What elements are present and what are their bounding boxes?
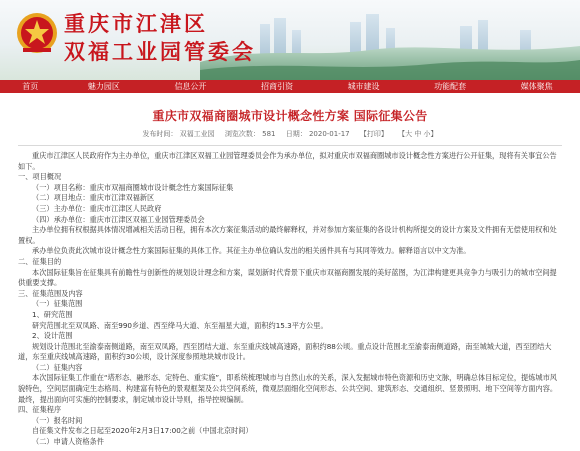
article-container (0, 93, 580, 451)
article-paragraph: （四）承办单位：重庆市江津区双福工业园管理委员会 (32, 214, 205, 224)
font-size-toggle[interactable]: 【大 中 小】 (398, 130, 438, 138)
article-paragraph: 1、研究范围 (32, 309, 73, 319)
nav-item-facilities[interactable]: 功能配套 (434, 82, 467, 91)
nav-item-city-construction[interactable]: 城市建设 (347, 82, 380, 91)
nav-item-investment[interactable]: 招商引资 (261, 82, 293, 91)
site-title-line2: 双福工业园管委会 (64, 40, 256, 64)
article-paragraph: 四、征集程序 (18, 405, 62, 415)
article-paragraph: 承办单位负责此次城市设计概念性方案国际征集的具体工作。其征主办单位确认发出的相关函件具有与其同等效力。解释语言以中文为准。 (32, 246, 471, 256)
article-paragraph: （一）项目名称：重庆市双福商圈城市设计概念性方案国际征集 (32, 182, 234, 192)
nav-item-home[interactable]: 首页 (22, 82, 39, 91)
article-paragraph: 2、设计范围 (32, 331, 73, 341)
title-divider (18, 145, 562, 146)
nav-item-media[interactable]: 媒体聚焦 (520, 82, 553, 91)
article-paragraph: （二）项目地点：重庆市江津双福新区 (32, 193, 155, 203)
article-paragraph: 重庆市江津区人民政府作为主办单位，重庆市江津区双福工业园管理委员会作为承办单位，拟对重庆市双福商圈城市设计概念性方案进行公开征集，现将有关事宜公告如下。 (18, 151, 557, 171)
article-paragraph: 三、征集范围及内容 (18, 288, 83, 298)
nav-item-charm-park[interactable]: 魅力园区 (87, 82, 120, 91)
article-paragraph: 主办单位拥有权根据具体情况增减相关活动日程，拥有本次方案征集活动的最终解释权，并对参加方案征集的各设计机构所提交的设计方案及文件拥有无偿使用权和处置权。 (18, 225, 557, 245)
article-paragraph: 规划设计范围北至渝泰南侧道路，南至双凤路，西至团结大道、东至重庆线城高速路，面积约88公顷。重点设计范围北至渝泰南侧道路，南至城城大道，西至团结大道，东至重庆线城高速路，面积约30公顷，设计深度参照地块城市设计。 (18, 341, 552, 362)
meta-source: 发布时间： 双福工业园 (142, 130, 215, 138)
article-paragraph: 研究范围北至双凤路、南至990乡道、西至绛马大道、东至福星大道，面积约15.3平方公里。 (32, 320, 328, 330)
article-title: 重庆市双福商圈城市设计概念性方案 国际征集公告 (152, 109, 428, 123)
site-title-line1: 重庆市江津区 (64, 12, 208, 36)
meta-date: 日期： 2020-01-17 (285, 130, 350, 138)
article-paragraph: 一、项目概况 (18, 172, 62, 182)
article-paragraph: （二）征集内容 (32, 362, 83, 372)
article-paragraph: （二）申请人资格条件 (32, 437, 104, 447)
city-skyline-illustration (200, 0, 580, 80)
article-paragraph: 本次国际征集旨在征集具有前瞻性与创新性的规划设计理念和方案，谋划新时代背景下重庆市双福商圈发展的美好蓝图，为江津构建更具竞争力与吸引力的城市空间提供重要支撑。 (18, 267, 557, 288)
header-banner (0, 0, 580, 80)
article-paragraph: 自征集文件发布之日起至2020年2月3日17:00之前（中国北京时间） (32, 426, 253, 436)
meta-views: 浏览次数： 581 (224, 130, 276, 138)
article-meta (18, 129, 562, 139)
article-paragraph: （一）征集范围 (32, 299, 83, 309)
main-nav (0, 80, 580, 93)
article-paragraph: （一）报名时间 (32, 415, 83, 425)
article-paragraph: 本次国际征集工作重在“塔形态、融形态、定特色、重实施”，即系统梳理城市与自然山水的关系，深入发掘城市特色资源和历史文脉，明确总体目标定位，提炼城市风貌特色，空间层面确定生态格局、构建富有特色的景观框架及公共空间系统，微观层面细化空间形态、公共空间、建筑形态、交通组织、竖景照明、地下空间等方面内容。最终，提出面向可实施的控制要求，制定城市设计导则，指导控规编制。 (18, 373, 558, 404)
party-emblem-icon (14, 10, 60, 56)
article-paragraph: 二、征集目的 (18, 256, 62, 266)
print-link[interactable]: 【打印】 (359, 130, 388, 138)
nav-item-info-disclosure[interactable]: 信息公开 (174, 82, 207, 91)
article-paragraph: （三）主办单位：重庆市江津区人民政府 (32, 203, 162, 213)
article-body (18, 151, 562, 448)
